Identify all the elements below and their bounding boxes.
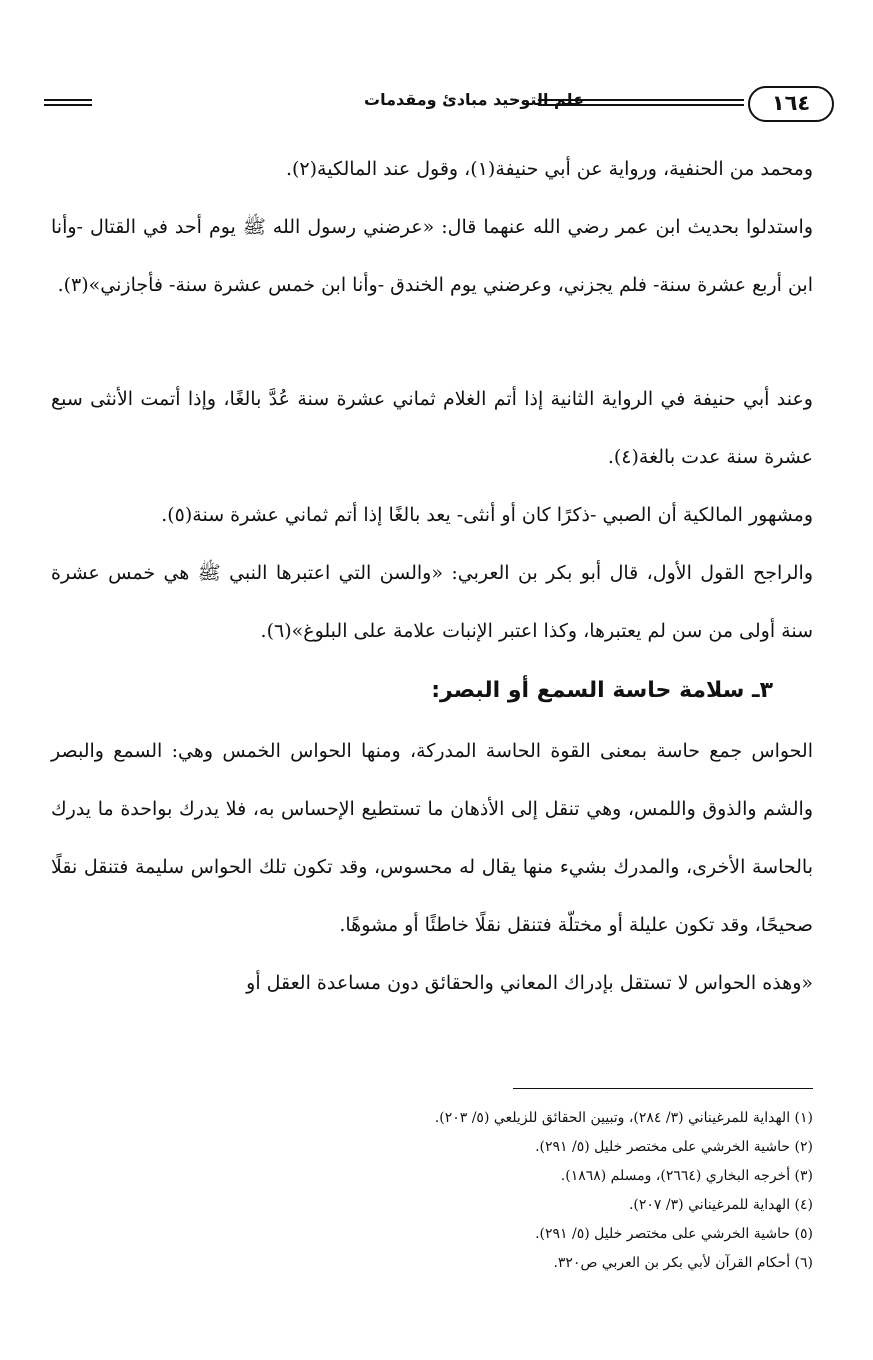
paragraph-1: ومحمد من الحنفية، ورواية عن أبي حنيفة(١)، وقول عند المالكية(٢). — [285, 158, 813, 180]
page-number: ١٦٤ — [748, 86, 834, 122]
footnote-separator — [513, 1088, 813, 1089]
footnote-4: (٤) الهداية للمرغيناني (٣/ ٢٠٧). — [628, 1197, 813, 1213]
footnote-5: (٥) حاشية الخرشي على مختصر خليل (٥/ ٢٩١). — [535, 1226, 813, 1242]
running-title: علم التوحيد مبادئ ومقدمات — [364, 90, 584, 109]
paragraph-5: والراجح القول الأول، قال أبو بكر بن العربي: «والسن التي اعتبرها النبي ﷺ هي خمس عشرة سنة أولى من سن لم يعتبرها، وكذا اعتبر الإنبات علامة على البلوغ»(٦). — [51, 562, 813, 642]
running-header — [44, 86, 834, 126]
paragraph-7: «وهذه الحواس لا تستقل بإدراك المعاني والحقائق دون مساعدة العقل أو — [246, 972, 813, 994]
main-text — [51, 140, 813, 1012]
paragraph-3: وعند أبي حنيفة في الرواية الثانية إذا أتم الغلام ثماني عشرة سنة عُدَّ بالغًا، وإذا أتمت الأنثى سبع عشرة سنة عدت بالغة(٤). — [51, 388, 813, 468]
footnote-1: (١) الهداية للمرغيناني (٣/ ٢٨٤)، وتبيين الحقائق للزيلعي (٥/ ٢٠٣). — [434, 1110, 813, 1126]
paragraph-2: واستدلوا بحديث ابن عمر رضي الله عنهما قال: «عرضني رسول الله ﷺ يوم أحد في القتال -وأنا ابن أربع عشرة سنة- فلم يجزني، وعرضني يوم الخندق -وأنا ابن خمس عشرة سنة- فأجازني»(٣). — [51, 216, 813, 296]
footnote-2: (٢) حاشية الخرشي على مختصر خليل (٥/ ٢٩١). — [535, 1139, 813, 1155]
paragraph-gap — [51, 314, 813, 370]
header-rule-left — [44, 99, 92, 106]
section-heading: ٣ـ سلامة حاسة السمع أو البصر: — [431, 678, 773, 703]
paragraph-4: ومشهور المالكية أن الصبي -ذكرًا كان أو أنثى- يعد بالغًا إذا أتم ثماني عشرة سنة(٥). — [161, 504, 813, 526]
footnote-3: (٣) أخرجه البخاري (٢٦٦٤)، ومسلم (١٨٦٨). — [560, 1168, 813, 1184]
paragraph-6: الحواس جمع حاسة بمعنى القوة الحاسة المدركة، ومنها الحواس الخمس وهي: السمع والبصر والشم والذوق واللمس، وهي تنقل إلى الأذهان ما تستطيع الإحساس به، فلا يدرك بواحدة ما يدرك بالحاسة الأخرى، والمدرك بشيء منها يقال له محسوس، وقد تكون تلك الحواس سليمة فتنقل نقلًا صحيحًا، وقد تكون عليلة أو مختلّة فتنقل نقلًا خاطئًا أو مشوهًا. — [51, 740, 813, 936]
footnote-6: (٦) أحكام القرآن لأبي بكر بن العربي ص٣٢٠. — [553, 1255, 813, 1271]
footnotes-list — [113, 1104, 813, 1278]
